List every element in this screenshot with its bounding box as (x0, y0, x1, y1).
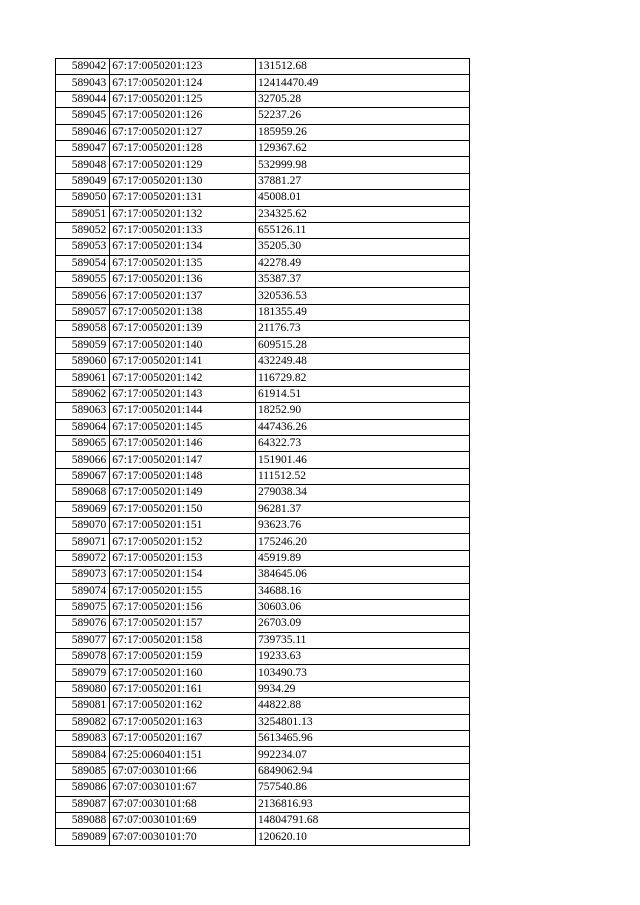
value-cell: 185959.26 (255, 124, 469, 140)
table-row (56, 681, 470, 697)
cadastral-number-cell: 67:17:0050201:140 (110, 337, 256, 353)
table-row (56, 468, 470, 484)
cadastral-number-cell: 67:07:0030101:66 (110, 763, 256, 779)
value-cell: 32705.28 (255, 91, 469, 107)
value-cell: 45008.01 (255, 190, 469, 206)
table-row (56, 190, 470, 206)
table-row (56, 419, 470, 435)
cadastral-number-cell: 67:17:0050201:130 (110, 173, 256, 189)
value-cell: 35387.37 (255, 272, 469, 288)
value-cell: 103490.73 (255, 665, 469, 681)
row-id-cell: 589043 (56, 75, 110, 91)
table-row (56, 75, 470, 91)
table-row (56, 272, 470, 288)
table-row (56, 206, 470, 222)
cadastral-number-cell: 67:17:0050201:141 (110, 354, 256, 370)
cadastral-number-cell: 67:07:0030101:70 (110, 829, 256, 845)
row-id-cell: 589061 (56, 370, 110, 386)
table-row (56, 780, 470, 796)
table-row (56, 403, 470, 419)
cadastral-number-cell: 67:17:0050201:163 (110, 714, 256, 730)
row-id-cell: 589057 (56, 304, 110, 320)
table-row (56, 714, 470, 730)
cadastral-number-cell: 67:17:0050201:135 (110, 255, 256, 271)
value-cell: 52237.26 (255, 108, 469, 124)
row-id-cell: 589045 (56, 108, 110, 124)
cadastral-number-cell: 67:17:0050201:167 (110, 731, 256, 747)
value-cell: 3254801.13 (255, 714, 469, 730)
row-id-cell: 589067 (56, 468, 110, 484)
row-id-cell: 589075 (56, 599, 110, 615)
value-cell: 45919.89 (255, 550, 469, 566)
row-id-cell: 589059 (56, 337, 110, 353)
cadastral-number-cell: 67:17:0050201:128 (110, 140, 256, 156)
value-cell: 992234.07 (255, 747, 469, 763)
row-id-cell: 589070 (56, 517, 110, 533)
cadastral-number-cell: 67:17:0050201:154 (110, 567, 256, 583)
row-id-cell: 589088 (56, 812, 110, 828)
value-cell: 21176.73 (255, 321, 469, 337)
cadastral-number-cell: 67:17:0050201:156 (110, 599, 256, 615)
table-row (56, 91, 470, 107)
cadastral-number-cell: 67:17:0050201:157 (110, 616, 256, 632)
value-cell: 655126.11 (255, 222, 469, 238)
value-cell: 120620.10 (255, 829, 469, 845)
value-cell: 37881.27 (255, 173, 469, 189)
table-row (56, 829, 470, 845)
value-cell: 35205.30 (255, 239, 469, 255)
table-row (56, 222, 470, 238)
row-id-cell: 589065 (56, 435, 110, 451)
cadastral-number-cell: 67:17:0050201:149 (110, 485, 256, 501)
value-cell: 26703.09 (255, 616, 469, 632)
cadastral-number-cell: 67:17:0050201:123 (110, 59, 256, 75)
data-table (55, 58, 470, 846)
row-id-cell: 589081 (56, 698, 110, 714)
table-row (56, 731, 470, 747)
table-row (56, 583, 470, 599)
value-cell: 320536.53 (255, 288, 469, 304)
cadastral-number-cell: 67:17:0050201:138 (110, 304, 256, 320)
row-id-cell: 589069 (56, 501, 110, 517)
table-row (56, 239, 470, 255)
table-row (56, 288, 470, 304)
value-cell: 111512.52 (255, 468, 469, 484)
cadastral-number-cell: 67:17:0050201:147 (110, 452, 256, 468)
value-cell: 44822.88 (255, 698, 469, 714)
cadastral-number-cell: 67:25:0060401:151 (110, 747, 256, 763)
value-cell: 609515.28 (255, 337, 469, 353)
table-row (56, 698, 470, 714)
row-id-cell: 589078 (56, 649, 110, 665)
cadastral-number-cell: 67:17:0050201:161 (110, 681, 256, 697)
table-row (56, 452, 470, 468)
cadastral-number-cell: 67:17:0050201:152 (110, 534, 256, 550)
value-cell: 12414470.49 (255, 75, 469, 91)
table-row (56, 485, 470, 501)
table-row (56, 649, 470, 665)
table-row (56, 157, 470, 173)
cadastral-number-cell: 67:17:0050201:127 (110, 124, 256, 140)
table-row (56, 59, 470, 75)
row-id-cell: 589072 (56, 550, 110, 566)
row-id-cell: 589083 (56, 731, 110, 747)
cadastral-number-cell: 67:17:0050201:137 (110, 288, 256, 304)
row-id-cell: 589079 (56, 665, 110, 681)
row-id-cell: 589087 (56, 796, 110, 812)
table-row (56, 534, 470, 550)
row-id-cell: 589074 (56, 583, 110, 599)
value-cell: 30603.06 (255, 599, 469, 615)
value-cell: 6849062.94 (255, 763, 469, 779)
value-cell: 42278.49 (255, 255, 469, 271)
table-row (56, 599, 470, 615)
row-id-cell: 589066 (56, 452, 110, 468)
value-cell: 2136816.93 (255, 796, 469, 812)
cadastral-number-cell: 67:17:0050201:162 (110, 698, 256, 714)
cadastral-number-cell: 67:07:0030101:67 (110, 780, 256, 796)
value-cell: 532999.98 (255, 157, 469, 173)
table-row (56, 321, 470, 337)
table-row (56, 616, 470, 632)
value-cell: 279038.34 (255, 485, 469, 501)
row-id-cell: 589086 (56, 780, 110, 796)
cadastral-number-cell: 67:17:0050201:124 (110, 75, 256, 91)
value-cell: 14804791.68 (255, 812, 469, 828)
cadastral-number-cell: 67:07:0030101:69 (110, 812, 256, 828)
cadastral-number-cell: 67:17:0050201:160 (110, 665, 256, 681)
table-body (56, 59, 470, 846)
value-cell: 131512.68 (255, 59, 469, 75)
value-cell: 181355.49 (255, 304, 469, 320)
value-cell: 9934.29 (255, 681, 469, 697)
table-row (56, 632, 470, 648)
row-id-cell: 589082 (56, 714, 110, 730)
cadastral-number-cell: 67:17:0050201:131 (110, 190, 256, 206)
row-id-cell: 589076 (56, 616, 110, 632)
row-id-cell: 589052 (56, 222, 110, 238)
value-cell: 18252.90 (255, 403, 469, 419)
cadastral-number-cell: 67:17:0050201:145 (110, 419, 256, 435)
row-id-cell: 589064 (56, 419, 110, 435)
value-cell: 96281.37 (255, 501, 469, 517)
row-id-cell: 589050 (56, 190, 110, 206)
cadastral-number-cell: 67:17:0050201:155 (110, 583, 256, 599)
cadastral-number-cell: 67:17:0050201:132 (110, 206, 256, 222)
row-id-cell: 589085 (56, 763, 110, 779)
row-id-cell: 589046 (56, 124, 110, 140)
row-id-cell: 589053 (56, 239, 110, 255)
cadastral-number-cell: 67:17:0050201:126 (110, 108, 256, 124)
table-row (56, 665, 470, 681)
cadastral-number-cell: 67:17:0050201:143 (110, 386, 256, 402)
cadastral-number-cell: 67:17:0050201:150 (110, 501, 256, 517)
value-cell: 61914.51 (255, 386, 469, 402)
table-row (56, 173, 470, 189)
row-id-cell: 589044 (56, 91, 110, 107)
table-row (56, 812, 470, 828)
table-row (56, 140, 470, 156)
value-cell: 93623.76 (255, 517, 469, 533)
row-id-cell: 589062 (56, 386, 110, 402)
table-row (56, 386, 470, 402)
value-cell: 34688.16 (255, 583, 469, 599)
row-id-cell: 589060 (56, 354, 110, 370)
value-cell: 151901.46 (255, 452, 469, 468)
row-id-cell: 589056 (56, 288, 110, 304)
row-id-cell: 589077 (56, 632, 110, 648)
cadastral-number-cell: 67:17:0050201:144 (110, 403, 256, 419)
table-row (56, 304, 470, 320)
cadastral-number-cell: 67:17:0050201:151 (110, 517, 256, 533)
cadastral-number-cell: 67:17:0050201:133 (110, 222, 256, 238)
cadastral-number-cell: 67:07:0030101:68 (110, 796, 256, 812)
table-row (56, 337, 470, 353)
row-id-cell: 589080 (56, 681, 110, 697)
row-id-cell: 589058 (56, 321, 110, 337)
table-row (56, 550, 470, 566)
table-row (56, 108, 470, 124)
value-cell: 64322.73 (255, 435, 469, 451)
value-cell: 129367.62 (255, 140, 469, 156)
cadastral-number-cell: 67:17:0050201:153 (110, 550, 256, 566)
value-cell: 234325.62 (255, 206, 469, 222)
row-id-cell: 589051 (56, 206, 110, 222)
value-cell: 739735.11 (255, 632, 469, 648)
value-cell: 432249.48 (255, 354, 469, 370)
table-row (56, 354, 470, 370)
cadastral-number-cell: 67:17:0050201:146 (110, 435, 256, 451)
table-row (56, 370, 470, 386)
cadastral-number-cell: 67:17:0050201:139 (110, 321, 256, 337)
row-id-cell: 589063 (56, 403, 110, 419)
value-cell: 384645.06 (255, 567, 469, 583)
cadastral-number-cell: 67:17:0050201:148 (110, 468, 256, 484)
cadastral-number-cell: 67:17:0050201:125 (110, 91, 256, 107)
row-id-cell: 589073 (56, 567, 110, 583)
cadastral-number-cell: 67:17:0050201:142 (110, 370, 256, 386)
row-id-cell: 589042 (56, 59, 110, 75)
value-cell: 5613465.96 (255, 731, 469, 747)
table-row (56, 763, 470, 779)
row-id-cell: 589049 (56, 173, 110, 189)
cadastral-number-cell: 67:17:0050201:136 (110, 272, 256, 288)
row-id-cell: 589089 (56, 829, 110, 845)
cadastral-number-cell: 67:17:0050201:159 (110, 649, 256, 665)
cadastral-number-cell: 67:17:0050201:134 (110, 239, 256, 255)
table-row (56, 435, 470, 451)
table-row (56, 567, 470, 583)
value-cell: 19233.63 (255, 649, 469, 665)
row-id-cell: 589048 (56, 157, 110, 173)
cadastral-number-cell: 67:17:0050201:158 (110, 632, 256, 648)
table-row (56, 501, 470, 517)
value-cell: 757540.86 (255, 780, 469, 796)
value-cell: 175246.20 (255, 534, 469, 550)
value-cell: 116729.82 (255, 370, 469, 386)
row-id-cell: 589055 (56, 272, 110, 288)
table-row (56, 517, 470, 533)
row-id-cell: 589068 (56, 485, 110, 501)
row-id-cell: 589071 (56, 534, 110, 550)
cadastral-number-cell: 67:17:0050201:129 (110, 157, 256, 173)
table-row (56, 255, 470, 271)
row-id-cell: 589084 (56, 747, 110, 763)
row-id-cell: 589054 (56, 255, 110, 271)
table-row (56, 747, 470, 763)
row-id-cell: 589047 (56, 140, 110, 156)
table-row (56, 124, 470, 140)
table-row (56, 796, 470, 812)
value-cell: 447436.26 (255, 419, 469, 435)
